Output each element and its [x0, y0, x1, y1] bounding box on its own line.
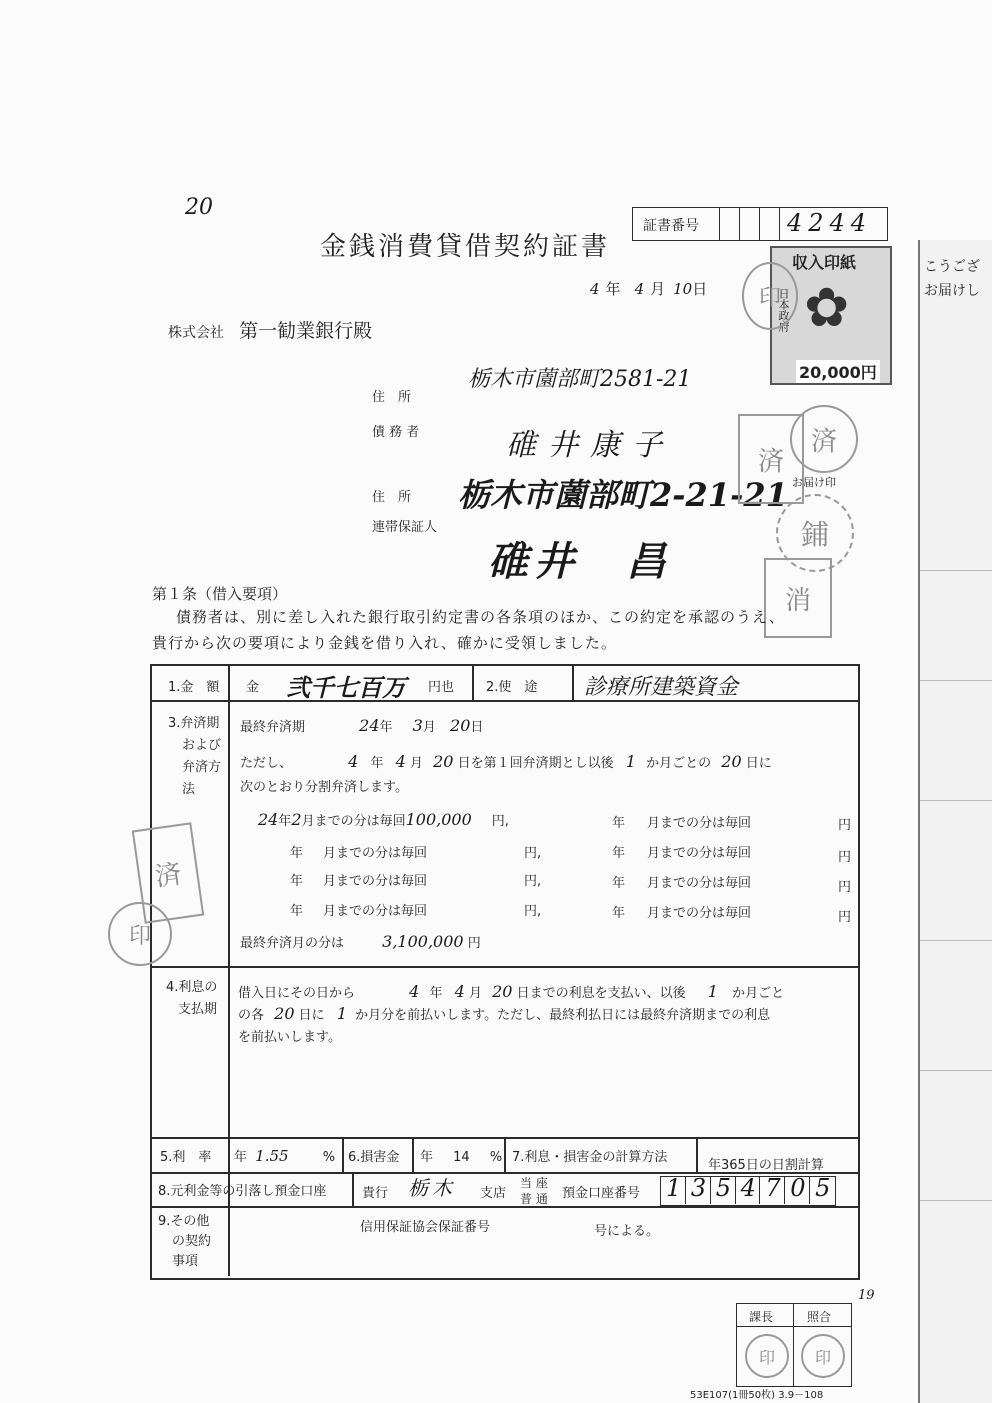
rate-value: 年 1.55 %	[234, 1147, 336, 1165]
installment-intro: 次のとおり分割弁済します。	[240, 780, 408, 795]
interest-line3: を前払いします。	[238, 1030, 341, 1045]
guarantor-address: 栃木市薗部町2-21-21	[458, 476, 788, 514]
account-type-current: 当 座	[520, 1176, 548, 1190]
account-branch-unit: 支店	[480, 1186, 507, 1201]
account-digit: 1	[666, 1174, 682, 1202]
schedule-row-3-left: 年 月までの分は毎回	[290, 874, 428, 889]
repayment-label-3: 弁済方	[182, 760, 222, 775]
interest-line1: 借入日にその日から 4 年 4 月 20 日までの利息を支払い、以後 1 か月ごと	[238, 982, 785, 1001]
margin-stamp-1: 済	[132, 822, 204, 923]
calc-method-value: 年365日の日割計算	[708, 1158, 824, 1173]
page-title: 金銭消費貸借契約証書	[320, 232, 611, 262]
page-number: 19	[858, 1288, 875, 1303]
account-branch: 栃木	[408, 1176, 456, 1200]
account-digit: 3	[690, 1174, 707, 1202]
final-month-amount: 最終弁済月の分は 3,100,000 円	[240, 932, 481, 951]
schedule-row-2-right: 年 月までの分は毎回	[612, 846, 752, 861]
guarantor-seal-circle: 鋪	[776, 494, 854, 572]
first-repayment-line: ただし、 4 年 4 月 20 日を第１回弁済期とし以後 1 か月ごとの 20 日に	[240, 752, 772, 771]
repayment-label-2: および	[182, 738, 222, 753]
revenue-stamp-amount: 20,000円	[796, 360, 880, 383]
schedule-row-3-left-yen: 円,	[524, 874, 542, 889]
account-digit: 7	[765, 1174, 781, 1202]
purpose-label: 2.使 途	[486, 680, 538, 695]
guarantor-label: 連帯保証人	[372, 520, 438, 535]
article-heading: 第１条（借入要項）	[152, 585, 288, 603]
debtor-address-label: 住 所	[372, 390, 412, 405]
right-page-text-1: こうござ	[924, 259, 980, 275]
approval-check-label: 照合	[807, 1310, 832, 1324]
certificate-number-box	[632, 207, 888, 241]
right-page-text-2: お届けし	[924, 283, 980, 299]
flower-icon: ✿	[804, 276, 850, 339]
account-bank: 貴行	[362, 1186, 389, 1201]
guarantor-name: 碓井 昌	[488, 538, 672, 585]
amount-label: 1.金 額	[168, 680, 220, 695]
other-text-b: 号による。	[594, 1224, 660, 1239]
damages-label: 6.損害金	[348, 1150, 400, 1165]
amount-prefix: 金	[246, 680, 260, 695]
addressee-name: 第一勧業銀行殿	[239, 320, 373, 342]
repayment-label-4: 法	[182, 782, 196, 797]
repayment-label-1: 3.弁済期	[168, 716, 220, 731]
amount-value: 弐千七百万	[286, 673, 406, 702]
account-digit: 0	[790, 1174, 806, 1202]
article-body-line1: 債務者は、別に差し入れた銀行取引約定書の各条項のほか、この約定を承認のうえ、	[176, 608, 785, 626]
schedule-row-4-left: 年 月までの分は毎回	[290, 904, 428, 919]
schedule-row-1-right-yen: 円	[838, 818, 852, 833]
account-digit: 4	[740, 1174, 756, 1202]
calc-method-label: 7.利息・損害金の計算方法	[512, 1150, 668, 1165]
schedule-row-2-left: 年 月までの分は毎回	[290, 846, 428, 861]
debtor-name: 碓井康子	[506, 428, 674, 463]
registered-seal-label: お届け印	[792, 476, 836, 489]
other-label-2: の契約	[172, 1234, 212, 1249]
approval-chief-seal: 印	[745, 1334, 789, 1378]
other-label-3: 事項	[172, 1254, 199, 1269]
addressee-prefix: 株式会社	[168, 325, 224, 341]
debtor-name-label: 債 務 者	[372, 425, 420, 440]
debtor-address: 栃木市薗部町2581-21	[468, 367, 692, 392]
interest-label-1: 4.利息の	[166, 980, 218, 995]
adjacent-page	[918, 240, 992, 1403]
purpose-value: 診療所建築資金	[584, 675, 739, 700]
approval-check-seal: 印	[801, 1334, 845, 1378]
bank-seal-stamp: 済	[738, 414, 804, 504]
addressee	[168, 316, 372, 343]
registered-seal-circle: 済	[790, 405, 858, 473]
form-code: 53E107(1冊50枚) 3.9－108	[690, 1390, 824, 1401]
guarantor-seal-stamp: 消	[764, 558, 832, 638]
account-digit: 5	[815, 1174, 831, 1202]
other-label-1: 9.その他	[158, 1214, 210, 1229]
margin-stamp-2: 印	[108, 902, 172, 966]
schedule-row-1-right: 年 月までの分は毎回	[612, 816, 752, 831]
interest-line2: の各 20 日に 1 か月分を前払いします。ただし、最終利払日には最終弁済期までの利息	[238, 1004, 771, 1023]
contract-date: 4 年 4 月 10日	[590, 280, 708, 298]
account-digit: 5	[715, 1174, 731, 1202]
account-label: 8.元利金等の引落し預金口座	[158, 1184, 327, 1199]
revenue-stamp-country: 日本政府	[777, 288, 790, 332]
revenue-stamp-title: 収入印紙	[792, 253, 857, 272]
approval-chief-label: 課長	[749, 1310, 774, 1324]
schedule-row-4-left-yen: 円,	[524, 904, 542, 919]
account-number-label: 預金口座番号	[562, 1186, 641, 1201]
certificate-number-value: 4244	[787, 209, 873, 237]
rate-label: 5.利 率	[160, 1150, 212, 1165]
interest-label-2: 支払期	[178, 1002, 218, 1017]
schedule-row-2-right-yen: 円	[838, 850, 852, 865]
damages-value: 年 14 %	[420, 1150, 503, 1165]
schedule-row-4-right-yen: 円	[838, 910, 852, 925]
amount-suffix: 円也	[428, 680, 455, 695]
schedule-row-2-left-yen: 円,	[524, 846, 542, 861]
schedule-row-1-left: 24年2月までの分は毎回100,000 円,	[258, 810, 509, 829]
approval-box	[736, 1303, 852, 1387]
article-body-line2: 貴行から次の要項により金銭を借り入れ、確かに受領しました。	[152, 634, 617, 652]
schedule-row-3-right: 年 月までの分は毎回	[612, 876, 752, 891]
account-type-ordinary: 普 通	[520, 1192, 548, 1206]
schedule-row-4-right: 年 月までの分は毎回	[612, 906, 752, 921]
guarantor-address-label: 住 所	[372, 490, 412, 505]
other-text-a: 信用保証協会保証番号	[360, 1220, 491, 1235]
handwritten-number: 20	[185, 195, 213, 220]
schedule-row-3-right-yen: 円	[838, 880, 852, 895]
cancellation-seal: 印	[742, 262, 798, 330]
final-repayment: 最終弁済期 24年 3月 20日	[240, 716, 484, 735]
certificate-number-label: 証書番号	[643, 218, 699, 234]
